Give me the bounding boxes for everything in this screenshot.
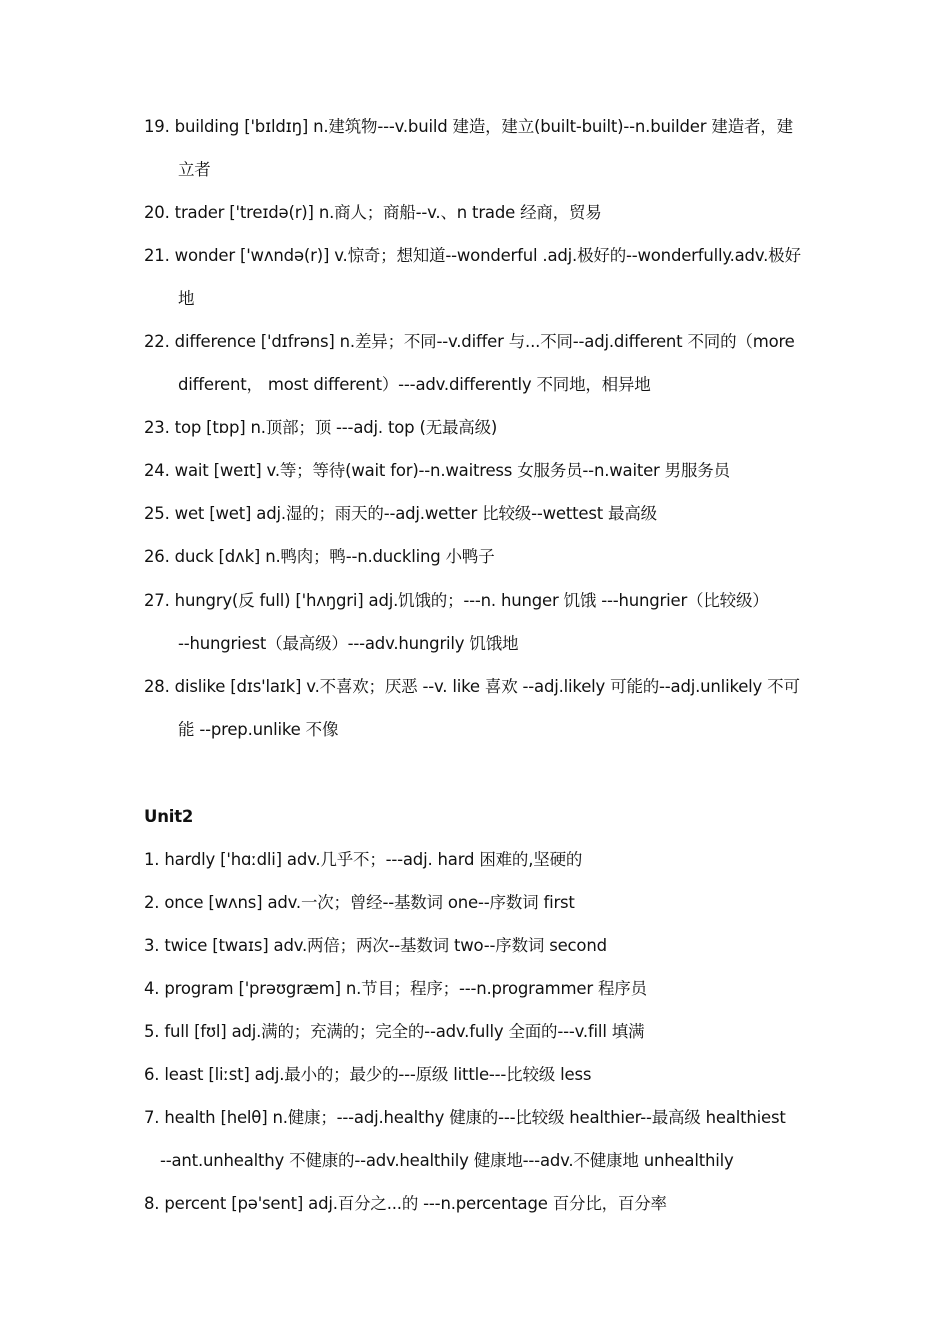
entry-24-line-1: 24. wait [weɪt] v.等；等待(wait for)--n.waitress 女服务员--n.waiter 男服务员 [144, 461, 730, 480]
unit2-entry-3: 3. twice [twaɪs] adv.两倍；两次--基数词 two--序数词 second [144, 936, 607, 955]
entry-19-line-1: 19. building ['bɪldɪŋ] n.建筑物---v.build 建造，建立(built-built)--n.builder 建造者，建 [144, 117, 793, 136]
unit2-entry-6: 6. least [liːst] adj.最小的；最少的---原级 little---比较级 less [144, 1065, 592, 1084]
unit2-entry-7-line-2: --ant.unhealthy 不健康的--adv.healthily 健康地---adv.不健康地 unhealthily [160, 1151, 734, 1170]
entry-27-line-2: --hungriest（最高级）---adv.hungrily 饥饿地 [178, 634, 519, 653]
entry-22-line-2: different， most different）---adv.differently 不同地，相异地 [178, 375, 651, 394]
unit2-entry-7-line-1: 7. health [helθ] n.健康；---adj.healthy 健康的---比较级 healthier--最高级 healthiest [144, 1108, 786, 1127]
entry-25-line-1: 25. wet [wet] adj.湿的；雨天的--adj.wetter 比较级--wettest 最高级 [144, 504, 657, 523]
entry-28-line-1: 28. dislike [dɪs'laɪk] v.不喜欢；厌恶 --v. like 喜欢 --adj.likely 可能的--adj.unlikely 不可 [144, 677, 800, 696]
unit-heading: Unit2 [144, 807, 194, 826]
entry-26-line-1: 26. duck [dʌk] n.鸭肉；鸭--n.duckling 小鸭子 [144, 547, 495, 566]
entry-19-line-2: 立者 [178, 160, 211, 179]
entry-23-line-1: 23. top [tɒp] n.顶部；顶 ---adj. top (无最高级) [144, 418, 498, 437]
unit2-entry-2: 2. once [wʌns] adv.一次；曾经--基数词 one--序数词 first [144, 893, 575, 912]
entry-22-line-1: 22. difference ['dɪfrəns] n.差异；不同--v.differ 与...不同--adj.different 不同的（more [144, 332, 795, 351]
entry-21-line-2: 地 [178, 289, 195, 308]
entry-27-line-1: 27. hungry(反 full) ['hʌŋgri] adj.饥饿的；---n. hunger 饥饿 ---hungrier（比较级） [144, 591, 769, 610]
entry-28-line-2: 能 --prep.unlike 不像 [178, 720, 339, 739]
entry-20-line-1: 20. trader ['treɪdə(r)] n.商人；商船--v.、n trade 经商，贸易 [144, 203, 602, 222]
unit2-entry-4: 4. program ['prəʊgræm] n.节目；程序；---n.programmer 程序员 [144, 979, 647, 998]
unit2-entry-5: 5. full [fʊl] adj.满的；充满的；完全的--adv.fully 全面的---v.fill 填满 [144, 1022, 645, 1041]
unit2-entry-1: 1. hardly ['hɑːdli] adv.几乎不；---adj. hard 困难的,坚硬的 [144, 850, 583, 869]
entry-21-line-1: 21. wonder ['wʌndə(r)] v.惊奇；想知道--wonderful .adj.极好的--wonderfully.adv.极好 [144, 246, 801, 265]
unit2-entry-8: 8. percent [pə'sent] adj.百分之...的 ---n.percentage 百分比，百分率 [144, 1194, 667, 1213]
